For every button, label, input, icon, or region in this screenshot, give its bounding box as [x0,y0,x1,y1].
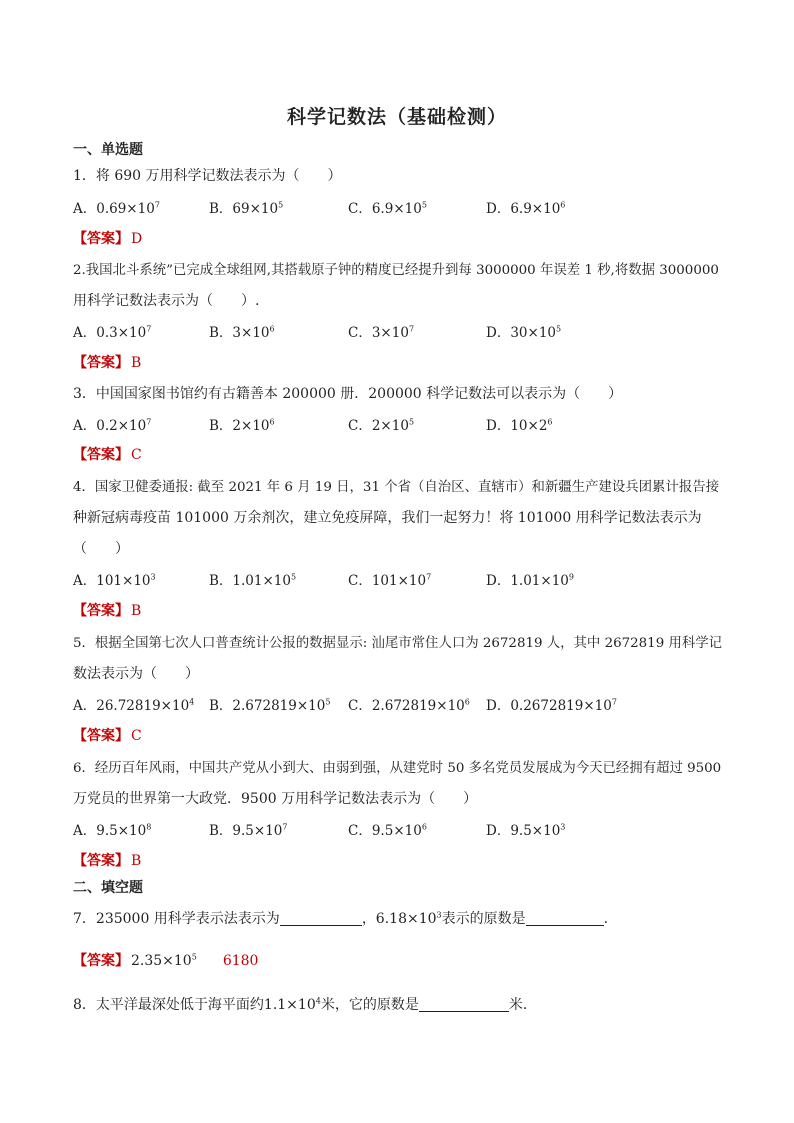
question-4-line-1: 4．国家卫健委通报: 截至 2021 年 6 月 19 日，31 个省（自治区、直辖市）和新疆生产建设兵团累计报告接 [73,480,719,495]
question-2-line-1: 2.我国北斗系统”已完成全球组网,其搭载原子钟的精度已经提升到每 3000000 年误差 1 秒,将数据 3000000 [73,263,719,278]
q1-option-d: D．$6.9\times 10^6$ [486,200,566,217]
q2-option-a: A．$0.3\times 10^7$ [73,324,152,341]
q3-answer: 【答案】 C [73,447,142,463]
q7-answer-2: 6180 [222,953,259,969]
q1-option-a: A．$0.69\times 10^7$ [73,200,160,217]
q1-option-b: B．$69\times 10^5$ [209,200,284,217]
section-heading-fill-blank: 二、填空题 [73,880,143,896]
q4-option-a: A．$101\times 10^3$ [73,572,156,589]
q3-option-b: B．$2\times 10^6$ [209,417,275,434]
question-2-line-2: 用科学记数法表示为（ ）. [73,293,260,309]
q6-option-d: D．$9.5\times 10^3$ [486,822,566,839]
q8-blank[interactable] [419,997,509,1012]
q6-option-b: B．$9.5\times 10^7$ [209,822,288,839]
q2-answer: 【答案】 B [73,355,142,371]
question-6-line-2: 万党员的世界第一大政党．9500 万用科学记数法表示为（ ） [73,791,478,807]
question-1-text: 1．将 690 万用科学记数法表示为（ ） [73,168,342,184]
q5-option-d: D．$0.2672819\times 10^7$ [486,697,617,714]
q6-option-a: A．$9.5\times 10^8$ [73,822,152,839]
q7-answer: 【答案】 $2.35\times 10^5$ 6180 [73,952,259,969]
question-3-text: 3．中国国家图书馆约有古籍善本 200000 册．200000 科学记数法可以表示为（ ） [73,386,623,402]
q3-option-d: D．$10\times 2^6$ [486,417,553,434]
q4-option-d: D．$1.01\times 10^9$ [486,572,574,589]
q4-option-c: C．$101\times 10^7$ [348,572,432,589]
question-4-line-3: （ ） [73,541,129,557]
q6-answer: 【答案】 B [73,853,142,869]
q5-option-b: B．$2.672819\times 10^5$ [209,697,331,714]
q6-option-c: C．$9.5\times 10^6$ [348,822,427,839]
q3-option-a: A．$0.2\times 10^7$ [73,417,152,434]
question-7-text: 7．235000 用科学表示法表示为 ，$6.18\times 10^3$表示的原数是 . [73,910,609,927]
question-4-line-2: 种新冠病毒疫苗 101000 万余剂次，建立免疫屏障，我们一起努力！将 101000 用科学记数法表示为 [73,510,702,526]
question-5-line-1: 5．根据全国第七次人口普查统计公报的数据显示: 汕尾市常住人口为 2672819 人，其中 2672819 用科学记 [73,636,723,651]
q7-blank-1[interactable] [280,911,362,926]
q1-option-c: C．$6.9\times 10^5$ [348,200,427,217]
page-title: 科学记数法（基础检测） [286,106,507,128]
q1-answer: 【答案】 D [73,231,143,247]
q2-option-c: C．$3\times 10^7$ [348,324,415,341]
q4-option-b: B．$1.01\times 10^5$ [209,572,297,589]
question-6-line-1: 6．经历百年风雨，中国共产党从小到大、由弱到强，从建党时 50 多名党员发展成为今天已经拥有超过 9500 [73,761,722,776]
question-5-line-2: 数法表示为（ ） [73,666,199,682]
q7-answer-1: $2.35\times 10^5$ [131,952,197,969]
q3-option-c: C．$2\times 10^5$ [348,417,415,434]
q4-answer: 【答案】 B [73,603,142,619]
q7-blank-2[interactable] [526,911,604,926]
q5-option-c: C．$2.672819\times 10^6$ [348,697,470,714]
q5-answer: 【答案】 C [73,728,142,744]
q2-option-d: D．$30\times 10^5$ [486,324,562,341]
section-heading-single-choice: 一、单选题 [73,142,143,158]
q5-option-a: A．$26.72819\times 10^4$ [73,697,195,714]
question-8-text: 8．太平洋最深处低于海平面约$1.1\times 10^4$米，它的原数是 米． [73,996,537,1013]
q2-option-b: B．$3\times 10^6$ [209,324,275,341]
